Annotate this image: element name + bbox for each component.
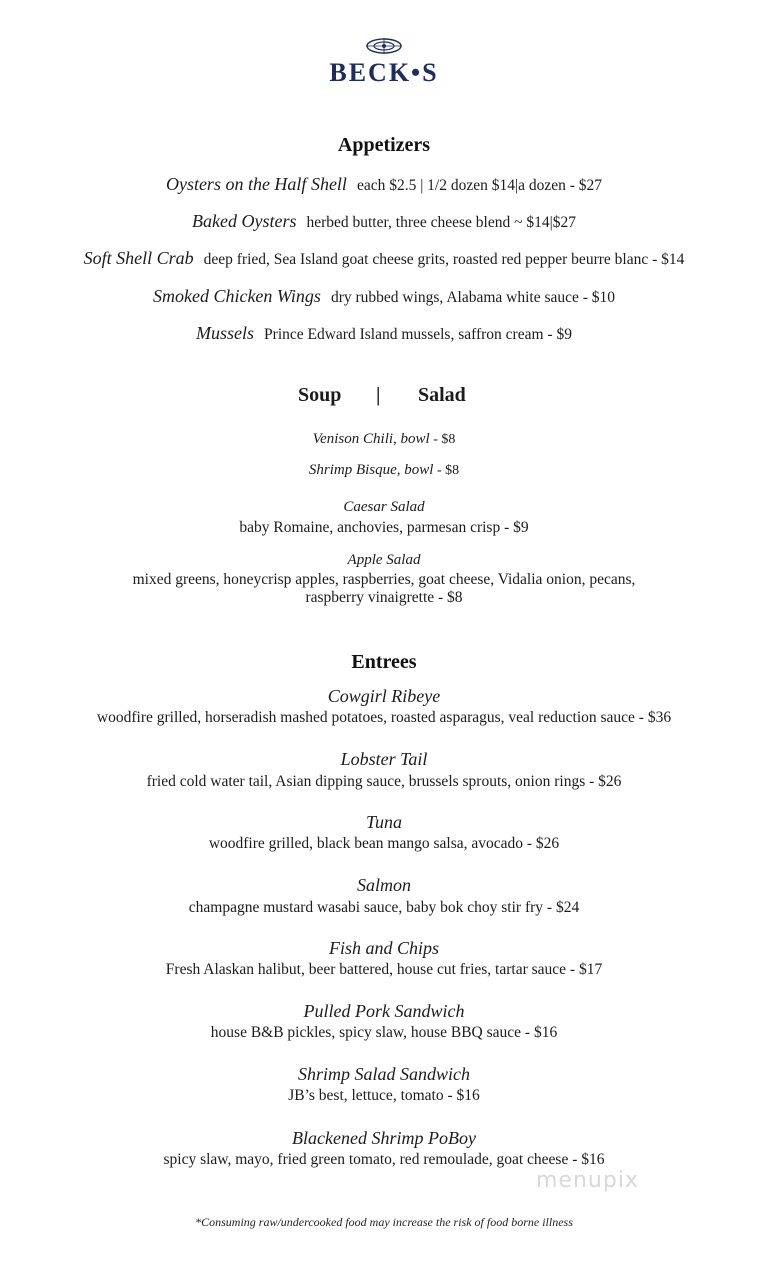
entree-name: Salmon xyxy=(357,875,411,895)
entree-name: Pulled Pork Sandwich xyxy=(303,1001,465,1021)
salad-desc: raspberry vinaigrette - $8 xyxy=(305,589,463,606)
entree-name: Tuna xyxy=(365,812,403,832)
entree-desc: woodfire grilled, black bean mango salsa, avocado - $26 xyxy=(208,835,560,852)
soup-salad-heading xyxy=(0,384,768,410)
appetizer-desc: deep fried, Sea Island goat cheese grits, roasted red pepper beurre blanc - $14 xyxy=(203,251,685,268)
salad-name xyxy=(0,551,768,569)
watermark: menupix xyxy=(536,1168,639,1193)
entree-name: Cowgirl Ribeye xyxy=(327,686,441,706)
logo-text: BECK•S xyxy=(329,58,439,87)
entree-desc: champagne mustard wasabi sauce, baby bok choy stir fry - $24 xyxy=(188,899,580,916)
salad-desc: baby Romaine, anchovies, parmesan crisp - $9 xyxy=(239,519,529,536)
heading-separator: | xyxy=(376,384,381,406)
appetizer-desc: Prince Edward Island mussels, saffron cream - $9 xyxy=(264,326,572,343)
ornament-icon xyxy=(364,36,404,56)
entree-desc: spicy slaw, mayo, fried green tomato, red remoulade, goat cheese - $16 xyxy=(163,1151,605,1168)
appetizer-name: Oysters on the Half Shell xyxy=(165,174,347,194)
appetizer-name: Smoked Chicken Wings xyxy=(152,286,321,306)
entree-desc: woodfire grilled, horseradish mashed potatoes, roasted asparagus, veal reduction sauce - $36 xyxy=(96,709,672,726)
salad-name xyxy=(0,498,768,516)
entree-name: Shrimp Salad Sandwich xyxy=(297,1064,470,1084)
soup-heading: Soup xyxy=(298,384,342,406)
entree-name: Lobster Tail xyxy=(340,749,428,769)
soup-item xyxy=(0,430,768,448)
footnote: *Consuming raw/undercooked food may increase the risk of food borne illness xyxy=(195,1215,573,1229)
soup-price: - $8 xyxy=(433,463,460,478)
appetizer-desc: each $2.5 | 1/2 dozen $14|a dozen - $27 xyxy=(356,177,603,194)
appetizer-item xyxy=(0,174,768,195)
entree-name: Fish and Chips xyxy=(328,938,439,958)
appetizer-item xyxy=(0,211,768,232)
appetizer-desc: dry rubbed wings, Alabama white sauce - $10 xyxy=(330,289,616,306)
soup-price: - $8 xyxy=(429,432,456,447)
appetizer-name: Soft Shell Crab xyxy=(83,248,194,268)
salad-desc: mixed greens, honeycrisp apples, raspberries, goat cheese, Vidalia onion, pecans, xyxy=(132,571,636,588)
soup-name: Shrimp Bisque, bowl xyxy=(308,462,434,478)
appetizer-name: Baked Oysters xyxy=(191,211,297,231)
salad-title: Caesar Salad xyxy=(343,499,425,515)
appetizer-item xyxy=(0,323,768,344)
entree-desc: fried cold water tail, Asian dipping sauce, brussels sprouts, onion rings - $26 xyxy=(146,773,622,790)
entree-desc: house B&B pickles, spicy slaw, house BBQ sauce - $16 xyxy=(210,1024,558,1041)
appetizer-item xyxy=(0,286,768,307)
restaurant-logo xyxy=(0,36,768,88)
soup-name: Venison Chili, bowl xyxy=(312,431,430,447)
entrees-heading: Entrees xyxy=(351,651,417,673)
soup-item xyxy=(0,461,768,479)
salad-title: Apple Salad xyxy=(347,552,421,568)
entree-name: Blackened Shrimp PoBoy xyxy=(292,1128,476,1148)
appetizer-item xyxy=(0,248,768,269)
appetizers-heading: Appetizers xyxy=(337,134,431,156)
appetizer-name: Mussels xyxy=(196,323,255,343)
entree-desc: JB’s best, lettuce, tomato - $16 xyxy=(288,1087,480,1104)
appetizer-desc: herbed butter, three cheese blend ~ $14|$27 xyxy=(306,214,576,231)
salad-heading: Salad xyxy=(418,384,466,406)
entree-desc: Fresh Alaskan halibut, beer battered, house cut fries, tartar sauce - $17 xyxy=(165,961,603,978)
